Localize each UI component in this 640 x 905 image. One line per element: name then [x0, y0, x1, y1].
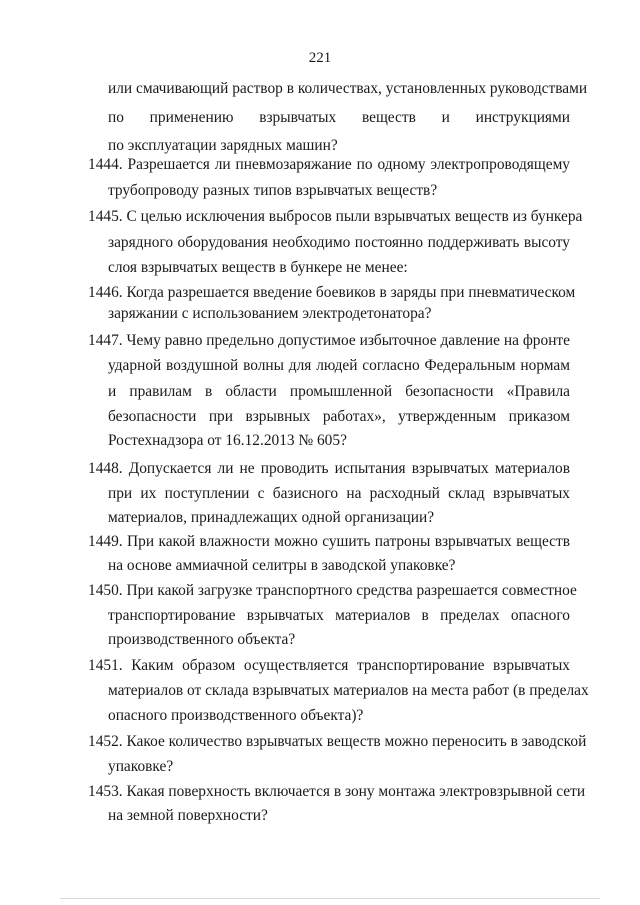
text-line: ударной воздушной волны для людей согласно Федеральным нормам: [108, 357, 570, 374]
text-line: безопасности при взрывных работах», утвержденным приказом: [108, 408, 570, 425]
text-line: упаковке?: [108, 758, 174, 775]
text-line: на основе аммиачной селитры в заводской упаковке?: [108, 557, 456, 574]
text-line: при их поступлении с базисного на расходный склад взрывчатых: [108, 485, 570, 502]
text-line: материалов от склада взрывчатых материалов на места работ (в пределах: [108, 682, 589, 699]
text-line: Ростехнадзора от 16.12.2013 № 605?: [108, 432, 347, 449]
question-1444: 1444. Разрешается ли пневмозаряжание по одному электропроводящему: [88, 156, 570, 173]
text-line: материалов, принадлежащих одной организации?: [108, 509, 435, 526]
question-1452: 1452. Какое количество взрывчатых веществ можно переносить в заводской: [88, 733, 587, 750]
page-bottom-edge: [60, 898, 600, 899]
question-1449: 1449. При какой влажности можно сушить патроны взрывчатых веществ: [88, 533, 570, 550]
question-1446: 1446. Когда разрешается введение боевиков в заряды при пневматическом: [88, 284, 576, 301]
question-1450: 1450. При какой загрузке транспортного средства разрешается совместное: [88, 582, 577, 599]
question-1448: 1448. Допускается ли не проводить испытания взрывчатых материалов: [88, 460, 570, 477]
text-line: зарядного оборудования необходимо постоянно поддерживать высоту: [108, 234, 570, 251]
text-line: производственного объекта?: [108, 631, 296, 648]
text-line: слоя взрывчатых веществ в бункере не менее:: [108, 259, 408, 276]
text-line: и правилам в области промышленной безопасности «Правила: [108, 383, 570, 400]
page-number: 221: [308, 50, 332, 66]
text-line: опасного производственного объекта)?: [108, 707, 364, 724]
text-line: по эксплуатации зарядных машин?: [108, 137, 338, 154]
text-line: заряжании с использованием электродетонатора?: [108, 305, 432, 322]
question-1451: 1451. Каким образом осуществляется транспортирование взрывчатых: [88, 657, 570, 674]
text-line: или смачивающий раствор в количествах, установленных руководствами: [108, 80, 588, 97]
question-1447: 1447. Чему равно предельно допустимое избыточное давление на фронте: [88, 332, 570, 349]
question-1453: 1453. Какая поверхность включается в зону монтажа электровзрывной сети: [88, 783, 586, 800]
text-line: на земной поверхности?: [108, 807, 268, 824]
text-line: транспортирование взрывчатых материалов в пределах опасного: [108, 607, 570, 624]
text-line: трубопроводу разных типов взрывчатых веществ?: [108, 182, 438, 199]
question-1445: 1445. С целью исключения выбросов пыли взрывчатых веществ из бункера: [88, 208, 583, 225]
text-line: по применению взрывчатых веществ и инструкциями: [108, 109, 570, 126]
